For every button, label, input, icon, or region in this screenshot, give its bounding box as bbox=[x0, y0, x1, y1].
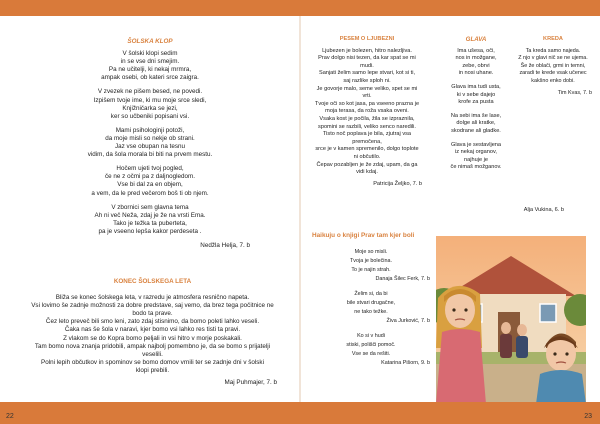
poem-line: premočena, bbox=[352, 138, 382, 145]
poem-line: in nosi uhane. bbox=[458, 70, 494, 77]
poem-line: Čez leto preveč bili smo leni, zato zdaj stisnimo, da bomo poleti lahko veseli. bbox=[45, 318, 260, 326]
poem-solska-klop bbox=[40, 38, 260, 250]
poem-line: Z vlakom se do Kopra bomo peljali in vsi hitro v morje poskakali. bbox=[63, 334, 242, 342]
haiku-list bbox=[312, 248, 430, 368]
poem-line: Ima ušesa, oči, bbox=[457, 47, 495, 54]
poem-title: ŠOLSKA KLOP bbox=[127, 38, 173, 45]
poem-line: Tam bomo nova znanja pridobili, ampak najbolj pomembno je, da se bomo s prijatelji bbox=[34, 342, 271, 350]
poem-line: V zvezek ne pišem besed, ne povedi. bbox=[97, 88, 203, 96]
poem-line: iz nekaj organov, bbox=[455, 149, 497, 156]
poem-line: a vem, da le pred večerom boš ti ob njem. bbox=[91, 189, 209, 197]
poem-line: spomini se razbili, veliko senco naredili. bbox=[318, 123, 416, 130]
poem-line: zaradi te krede vsak učenec bbox=[519, 70, 587, 77]
poem-line: Čepav pozabljen je že zdaj, upam, da ga bbox=[316, 161, 418, 168]
poem-stanza bbox=[434, 142, 518, 172]
poem-stanza bbox=[40, 127, 260, 159]
poem-line: zebe, obrvi bbox=[462, 62, 490, 69]
haiku-section-title: Haikuju o knjigi Prav tam kjer boli bbox=[312, 232, 415, 239]
poem-line: Glava je sestavljena bbox=[450, 141, 502, 148]
poem-pesem-o-ljubezni bbox=[308, 36, 426, 188]
poem-stanza bbox=[40, 165, 260, 197]
poem-line: pa je vseeno lepša kakor perdeseta . bbox=[98, 227, 202, 235]
haiku-item bbox=[312, 248, 430, 284]
haiku-item bbox=[312, 332, 430, 368]
poem-stanza bbox=[40, 88, 260, 120]
haiku-line: ne tako težke. bbox=[354, 309, 388, 315]
poem-line: moja terasa, da roža vsaka oveni. bbox=[325, 108, 409, 115]
poem-line: najhuje je bbox=[464, 156, 488, 163]
poem-stanza bbox=[40, 50, 260, 82]
poem-line: Z njo v glavi nič se ne ujema. bbox=[518, 55, 588, 62]
poem-line: če nimaš možganov. bbox=[450, 164, 502, 171]
poem-stanza bbox=[434, 113, 518, 136]
poem-line: V šolski klopi sedim bbox=[122, 50, 178, 58]
poem-line: skodrane ali gladke. bbox=[451, 127, 501, 134]
illustration-svg bbox=[436, 236, 586, 404]
poem-line: klopi prebili. bbox=[135, 366, 170, 374]
poem-stanza bbox=[434, 84, 518, 107]
poem-line: Tvoje oči so kot jasa, pa vseeno prazna je bbox=[314, 100, 420, 107]
poem-title: KREDA bbox=[543, 36, 563, 42]
poem-line: Je govorje malo, seme veliko, spet se mi bbox=[316, 85, 418, 92]
poem-line: Bliža se konec šolskega leta, v razredu je atmosfera resnično napeta. bbox=[55, 294, 250, 302]
poem-line: vidi kdaj. bbox=[356, 169, 378, 176]
haiku-line: Želim si, da bi bbox=[354, 291, 388, 297]
poem-line: Hočem ujeti tvoj pogled, bbox=[116, 165, 184, 173]
poem-line: Izpišem tvoje ime, ki mu moje srce sledi, bbox=[93, 96, 207, 104]
poem-line: Ljubezen je bolezen, hitro nalezljiva. bbox=[322, 47, 412, 54]
poem-author: Nedžla Helja, 7. b bbox=[200, 241, 250, 249]
poem-line: Vse bi dal za en objem, bbox=[117, 181, 183, 189]
poem-line: ni občutilo. bbox=[353, 153, 381, 160]
poem-kreda bbox=[510, 36, 596, 97]
page-spine bbox=[299, 16, 301, 402]
poem-line: ampak osebi, ob kateri srce zaigra. bbox=[101, 74, 199, 82]
poem-line: vidim, da šola moralа bi biti na prvem mestu. bbox=[87, 151, 213, 159]
poem-line: veselili. bbox=[142, 350, 163, 358]
illustration-children-sad bbox=[436, 236, 586, 404]
haiku-line: Tvoja je bolečina. bbox=[350, 258, 392, 264]
haiku-item bbox=[312, 290, 430, 326]
poem-line: če ne z očmi pa z daljnogledom. bbox=[105, 173, 195, 181]
haiku-line: Ko si v hudi bbox=[357, 333, 385, 339]
poem-line: ker so učbeniki popisani vsi. bbox=[110, 112, 190, 120]
poem-line: da moje misli so nekje ob strani. bbox=[105, 134, 195, 142]
poem-line: kakšno enko dobi. bbox=[531, 77, 575, 84]
haiku-line: Vse se da rešiti. bbox=[351, 351, 391, 357]
top-color-bar bbox=[0, 0, 600, 16]
poem-line: saj razlike sploh ni. bbox=[343, 77, 391, 84]
poem-line: vrti. bbox=[362, 93, 372, 100]
poem-line: Vsaka kost je počila, žila se izpraznila, bbox=[319, 115, 415, 122]
poem-author: Alja Vukina, 6. b bbox=[523, 207, 564, 213]
poem-line: bodo ta prave. bbox=[132, 310, 173, 318]
poem-line: Čaka nas še šola v naravi, kjer bomo vsi lahko res tisti ta pravi. bbox=[64, 326, 241, 334]
poem-lines bbox=[308, 48, 426, 177]
haiku-author: Katarina Pišorn, 9. b bbox=[381, 360, 430, 366]
poem-author: Patricija Željko, 7. b bbox=[373, 180, 422, 187]
poem-line: Še že oblači, grmi in temni, bbox=[520, 62, 586, 69]
poem-line: Jaz vse obupan na tesnu bbox=[114, 143, 186, 151]
poem-author: Maj Puhmajer, 7. b bbox=[224, 379, 277, 387]
poem-stanzas bbox=[434, 48, 518, 172]
poem-konec-solskega-leta bbox=[20, 278, 285, 387]
poem-line: mudi. bbox=[360, 62, 374, 69]
poem-line: srce je v kamen spremenilo, dolgo toplote bbox=[315, 146, 419, 153]
poem-line: Glava ima tudi usta, bbox=[451, 83, 501, 90]
poem-line: ki v sebe dajejo bbox=[456, 91, 496, 98]
page-number-right: 23 bbox=[584, 413, 592, 420]
poem-lines bbox=[20, 294, 285, 375]
poem-title: GLAVA bbox=[465, 36, 487, 43]
poem-title: PESEM O LJUBEZNI bbox=[339, 36, 395, 42]
haiku-line: Moje so misli. bbox=[354, 249, 388, 255]
poem-line: Vsi lovimo še zadnje možnosti za dobre predstave, saj vemo, da brez tega počitnice ne bbox=[31, 302, 274, 310]
poem-line: dolge ali kratke, bbox=[456, 120, 496, 127]
haiku-line: bile stvari drugačne, bbox=[346, 300, 396, 306]
poem-line: Ta kreda samo najeda. bbox=[525, 47, 581, 54]
poem-author: Tim Kvas, 7. b bbox=[557, 89, 592, 96]
poem-line: Tako je težka ta puberteta, bbox=[113, 219, 187, 227]
poem-line: nos in možgane, bbox=[455, 55, 497, 62]
poem-line: Sanjati želim samo lepe stvari, kot si ti, bbox=[318, 70, 416, 77]
poem-line: krofe za pusta bbox=[458, 99, 494, 106]
poem-stanzas bbox=[40, 50, 260, 236]
haiku-author: Danaja Šilec Ferk, 7. b bbox=[375, 276, 430, 282]
poem-line: Mami psihologinji potoži, bbox=[115, 126, 185, 134]
poem-stanza bbox=[434, 48, 518, 78]
poem-line: Ah ni več Neža, zdaj je že na vrsti Ema. bbox=[94, 211, 206, 219]
poem-line: Prav dolgo nisi tezen, da kar spat se mi bbox=[318, 55, 416, 62]
poem-line: Knjižničarka se jezi, bbox=[122, 104, 178, 112]
poem-line: V zbornici sem glavna tema bbox=[111, 203, 189, 211]
poem-line: in se vse dni smejim. bbox=[120, 58, 180, 66]
haiku-line: To je najin strah. bbox=[351, 267, 391, 273]
poem-glava bbox=[434, 36, 518, 178]
poem-lines bbox=[510, 48, 596, 86]
poem-title: KONEC ŠOLSKEGA LETA bbox=[113, 278, 192, 285]
haiku-author: Živa Jurković, 7. b bbox=[386, 318, 430, 324]
poem-line: Tisto noč poplava je bila, zjutraj vsa bbox=[322, 131, 412, 138]
poem-line: Pa ne učitelji, ki nekaj mrmra, bbox=[108, 66, 192, 74]
page-number-left: 22 bbox=[6, 413, 14, 420]
poem-stanza bbox=[40, 204, 260, 236]
haiku-line: stiski, polišči pomoč. bbox=[346, 342, 396, 348]
poem-line: Polni lepih občutkov in spominov se bomo domov vrnili ter se zadnje dni v šolski bbox=[41, 358, 264, 366]
bottom-color-bar bbox=[0, 402, 600, 424]
poem-line: Na sebi ima še lase, bbox=[450, 112, 502, 119]
